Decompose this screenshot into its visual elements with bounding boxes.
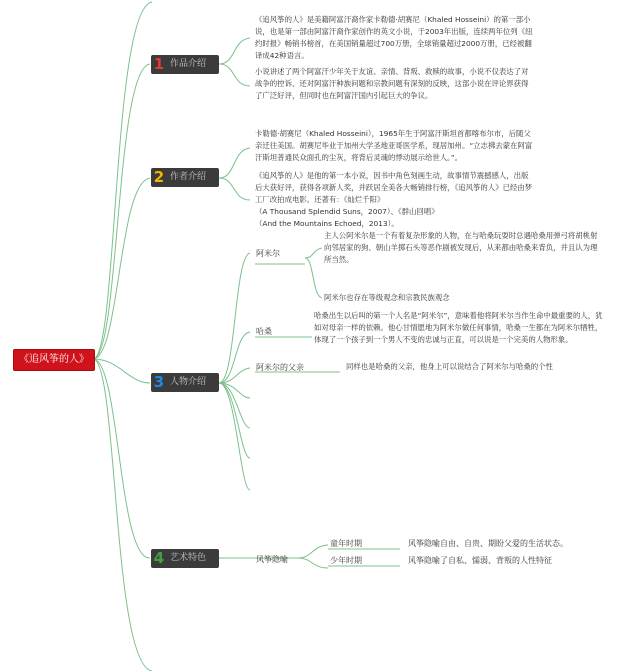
author-paragraph-1: 卡勒德·胡赛尼（Khaled Hosseini），1965年生于阿富汗斯坦首都喀布尔市，后随父亲迁往美国。胡赛尼毕业于加州大学圣地亚哥医学系，现居加州。“立志拂去蒙在阿富汗斯坦普通民众面孔的尘灰，将背后灵魂的悸动展示给世人。”。 bbox=[255, 129, 533, 162]
branch-node-4[interactable] bbox=[151, 549, 219, 568]
branch-number: 3 bbox=[153, 373, 165, 391]
youth-metaphor-text: 风筝隐喻了自私、懦弱、背叛的人性特征 bbox=[408, 556, 552, 565]
intro-paragraph-1: 《追风筝的人》是美籍阿富汗裔作家卡勒德·胡赛尼（Khaled Hosseini）的第一部小说，也是第一部由阿富汗裔作家创作的英文小说，于2003年出版，连续两年位列《纽约时报》畅销书榜首，在美国销量超过700万册，全球销量超过2000万册，已经被翻译成42种语言。 bbox=[255, 15, 533, 60]
period-childhood[interactable]: 童年时期 bbox=[330, 539, 362, 548]
branch-node-1[interactable] bbox=[151, 55, 219, 74]
childhood-metaphor-text: 风筝隐喻自由、自贵、期盼父爱的生活状态。 bbox=[408, 539, 568, 548]
author-paragraph-2: 《追风筝的人》是他的第一本小说，因书中角色刻画生动，故事情节震撼感人，出版后大获好评，获得各项新人奖，并跃居全美各大畅销排行榜，《追风筝的人》已经由梦工厂改拍成电影。还著有：《灿烂千阳》 bbox=[255, 171, 533, 204]
branch-number: 1 bbox=[153, 55, 165, 73]
kite-metaphor-label[interactable]: 风筝隐喻 bbox=[256, 555, 288, 564]
branch-label: 作品介绍 bbox=[170, 59, 207, 69]
character-amir-father[interactable]: 阿米尔的父亲 bbox=[256, 363, 304, 372]
character-hassan[interactable]: 哈桑 bbox=[256, 327, 272, 336]
branch-number: 4 bbox=[153, 549, 165, 567]
root-node[interactable]: 《追风筝的人》 bbox=[13, 349, 95, 371]
author-paragraph-4: （And the Mountains Echoed，2013）。 bbox=[255, 219, 399, 228]
period-youth[interactable]: 少年时期 bbox=[330, 556, 362, 565]
branch-label: 艺术特色 bbox=[170, 553, 207, 563]
character-amir[interactable]: 阿米尔 bbox=[256, 249, 280, 258]
hassan-detail: 哈桑出生以后叫的第一个人名是“阿米尔”，意味着他将阿米尔当作生命中最重要的人，犹如对母亲一样的依赖。他心甘情愿地为阿米尔做任何事情，哈桑一生都在为阿米尔牺牲，体现了一个孩子到一个男人不变的忠诚与正直，可以说是一个完美的人物形象。 bbox=[314, 311, 603, 344]
father-detail: 同样也是哈桑的父亲，他身上可以说结合了阿米尔与哈桑的个性 bbox=[346, 362, 553, 371]
branch-label: 作者介绍 bbox=[170, 172, 207, 182]
intro-paragraph-2: 小说讲述了两个阿富汗少年关于友谊、亲情、背叛、救赎的故事，小说不仅表达了对战争的控诉、还对阿富汗种族问题和宗教问题有深刻的反映，这部小说在评论界获得了广泛好评，但同时也在阿富汗国内引起巨大的争议。 bbox=[255, 67, 529, 100]
amir-detail-2: 阿米尔也存在等级观念和宗教民族观念 bbox=[324, 293, 450, 302]
amir-detail-1: 主人公阿米尔是一个有着复杂形象的人物，在与哈桑玩耍时总遇哈桑用弹弓将胡桃射向邻居家的狗、朝山羊掷石头等恶作剧被发现后，从来都由哈桑来背负，并且认为理所当然。 bbox=[324, 231, 598, 264]
branch-number: 2 bbox=[153, 168, 165, 186]
branch-node-3[interactable] bbox=[151, 373, 219, 392]
branch-node-2[interactable] bbox=[151, 168, 219, 187]
branch-label: 人物介绍 bbox=[170, 377, 207, 387]
author-paragraph-3: （A Thousand Splendid Suns，2007）、《群山回唱》 bbox=[255, 207, 439, 216]
